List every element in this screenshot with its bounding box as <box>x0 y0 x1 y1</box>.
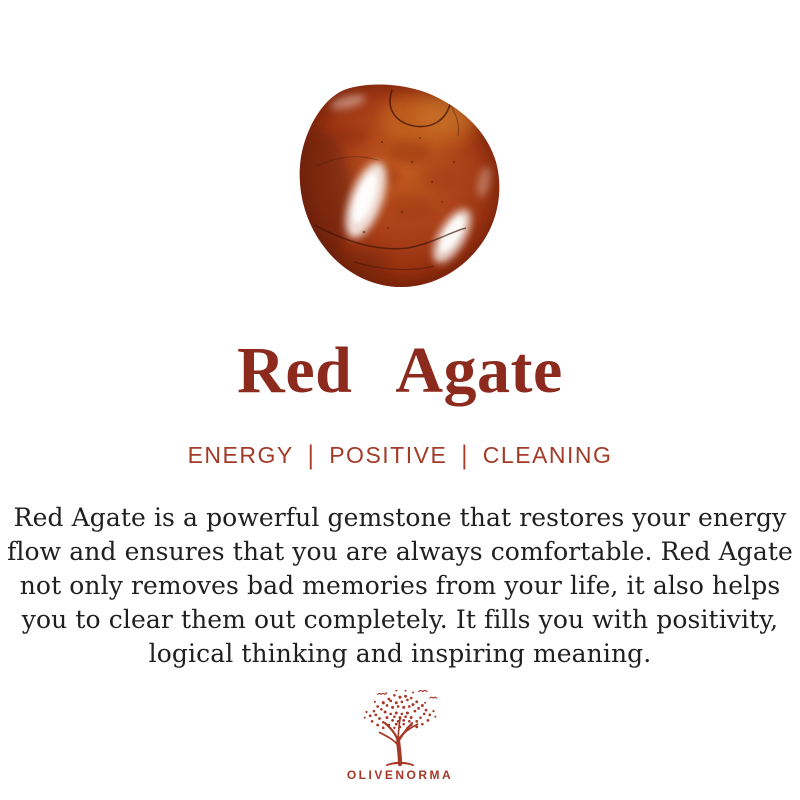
description-line: you to clear them out completely. It fills you with positivity, <box>21 605 779 634</box>
product-description <box>7 501 793 671</box>
red-agate-stone-image <box>292 80 508 288</box>
description-line: not only removes bad memories from your life, it also helps <box>19 571 781 600</box>
description-line: Red Agate is a powerful gemstone that restores your energy <box>13 503 787 532</box>
keyword-separator: | <box>461 440 469 470</box>
description-line: flow and ensures that you are always comfortable. Red Agate <box>7 537 793 566</box>
keyword-positive: POSITIVE <box>329 442 448 468</box>
keyword-energy: ENERGY <box>187 442 294 468</box>
brand-logo <box>347 686 453 782</box>
keyword-separator: | <box>307 440 316 470</box>
keyword-cleaning: CLEANING <box>482 442 613 468</box>
brand-name: OLIVENORMA <box>346 768 454 782</box>
olive-tree-icon <box>350 686 450 766</box>
product-keywords <box>188 442 613 468</box>
product-image <box>292 80 508 288</box>
description-line: logical thinking and inspiring meaning. <box>148 639 652 668</box>
page-title: Red Agate <box>237 334 563 407</box>
